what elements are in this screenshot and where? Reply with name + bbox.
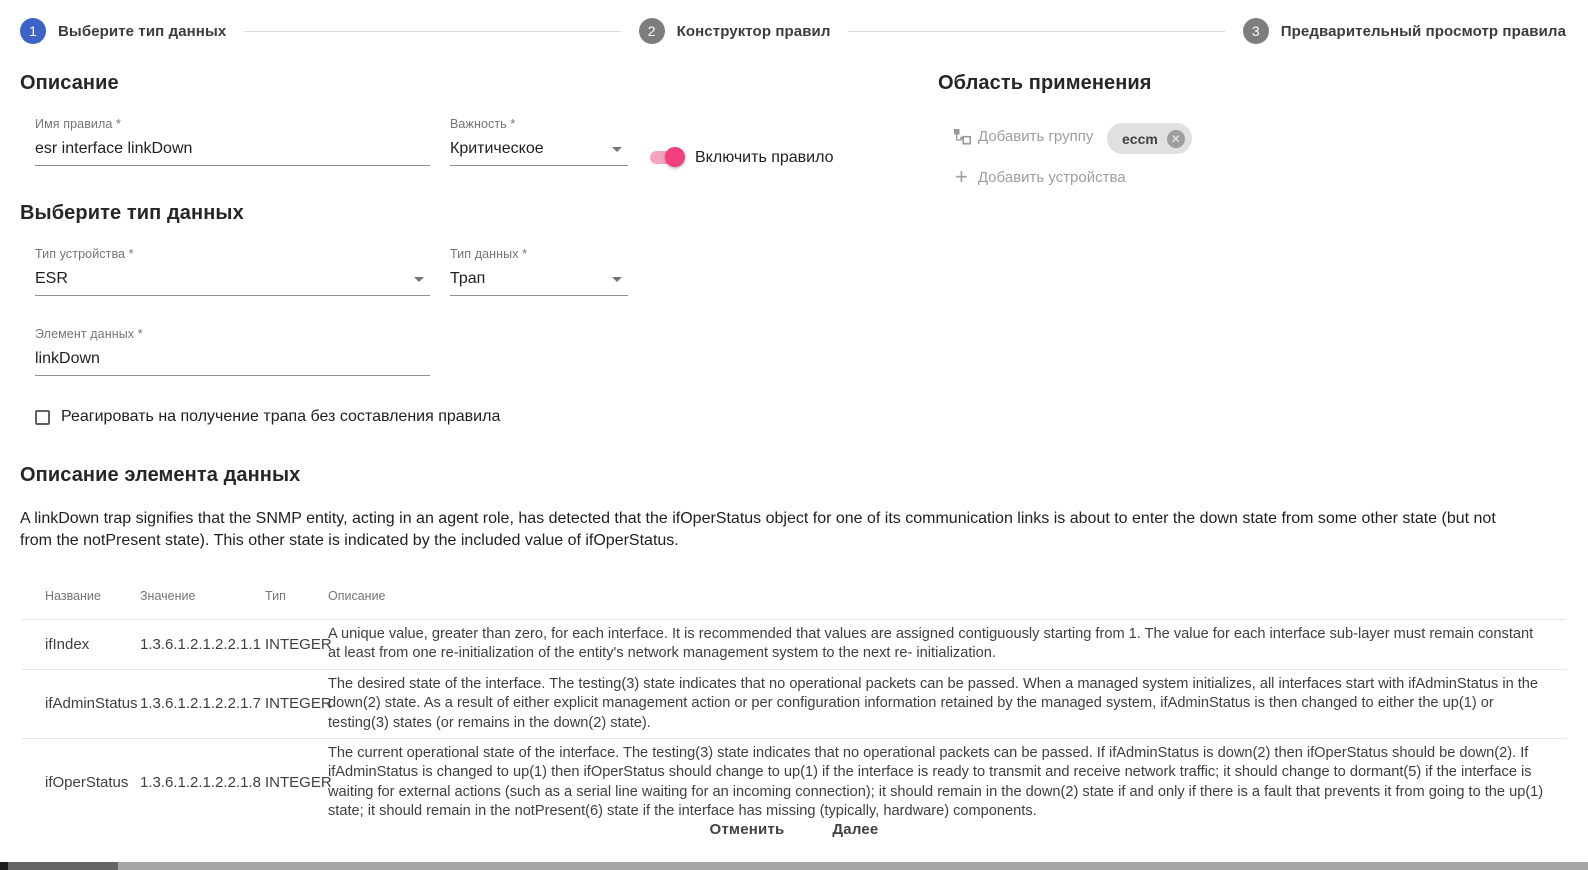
col-header-description: Описание	[328, 589, 386, 603]
step-2-label: Конструктор правил	[676, 22, 831, 40]
col-header-name: Название	[45, 589, 101, 603]
cell-type: INTEGER	[265, 695, 332, 713]
add-group-label: Добавить группу	[978, 127, 1094, 145]
col-header-value: Значение	[140, 589, 196, 603]
add-devices-button[interactable]	[955, 164, 1126, 189]
cell-type: INTEGER	[265, 774, 332, 792]
cell-value: 1.3.6.1.2.1.2.2.1.8	[140, 774, 261, 792]
data-element-input[interactable]	[35, 350, 430, 376]
scrollbar-thumb[interactable]	[0, 862, 118, 870]
cancel-button[interactable]: Отменить	[694, 812, 801, 847]
rule-name-field	[35, 117, 430, 166]
chevron-down-icon	[414, 277, 424, 282]
wizard-footer	[0, 812, 1588, 847]
rule-name-input[interactable]	[35, 140, 430, 166]
table-header-row	[22, 573, 1566, 620]
description-section-title: Описание	[20, 72, 119, 94]
chip-remove-icon[interactable]: ✕	[1167, 130, 1185, 148]
add-group-button[interactable]	[953, 127, 1093, 145]
data-type-label: Тип данных *	[450, 247, 528, 261]
plus-icon: +	[955, 164, 968, 189]
scope-section-title: Область применения	[938, 72, 1152, 94]
element-description-title: Описание элемента данных	[20, 464, 301, 486]
step-2-circle: 2	[639, 18, 665, 44]
cell-name: ifAdminStatus	[45, 695, 138, 713]
group-chip-eccm	[1107, 123, 1192, 154]
table-row	[22, 670, 1566, 739]
cell-value: 1.3.6.1.2.1.2.2.1.1	[140, 635, 261, 653]
step-3-label: Предварительный просмотр правила	[1280, 22, 1567, 40]
table-row	[22, 620, 1566, 670]
severity-value: Критическое	[450, 140, 544, 157]
step-1-label: Выберите тип данных	[58, 22, 227, 40]
severity-select[interactable]	[450, 140, 628, 166]
step-3-rule-preview[interactable]	[1243, 18, 1566, 44]
trap-checkbox-row	[35, 408, 500, 426]
add-devices-label: Добавить устройства	[977, 168, 1126, 186]
trap-checkbox-label: Реагировать на получение трапа без составления правила	[61, 408, 501, 425]
stepper-connector	[848, 31, 1224, 32]
trap-checkbox[interactable]	[35, 410, 50, 425]
step-1-select-data-type[interactable]	[20, 18, 226, 44]
data-type-field	[450, 247, 628, 296]
enable-rule-label: Включить правило	[695, 149, 834, 166]
device-type-select[interactable]	[35, 270, 430, 296]
data-type-value: Трап	[450, 270, 486, 287]
cell-name: ifIndex	[45, 635, 90, 653]
cell-description: The desired state of the interface. The testing(3) state indicates that no operational packets can be passed. When a managed system initializes, all interfaces start with ifAdminStatus in the down(2) state. As a result of either explicit management action or per configuration information retained by the managed system, ifAdminStatus is then changed to either the up(1) or testing(3) states (or remains in the down(2) state).	[328, 675, 1539, 731]
cell-type: INTEGER	[265, 635, 332, 653]
severity-field	[450, 117, 628, 166]
data-type-section-title: Выберите тип данных	[20, 202, 244, 224]
chevron-down-icon	[612, 277, 622, 282]
toggle-knob	[665, 147, 685, 167]
step-3-circle: 3	[1243, 18, 1269, 44]
col-header-type: Тип	[265, 589, 286, 603]
chevron-down-icon	[612, 147, 622, 152]
severity-label: Важность *	[450, 117, 516, 131]
step-1-circle: 1	[20, 18, 46, 44]
cell-description: A unique value, greater than zero, for each interface. It is recommended that values are assigned contiguously starting from 1. The value for each interface sub-layer must remain constant at least from one re-initialization of the entity's network management system to the next re- initialization.	[328, 626, 1534, 662]
cell-name: ifOperStatus	[45, 774, 129, 792]
group-icon	[953, 127, 972, 145]
device-type-value: ESR	[35, 270, 68, 287]
rule-name-label: Имя правила *	[35, 117, 121, 131]
device-type-label: Тип устройства *	[35, 247, 134, 261]
group-chip-label: eccm	[1122, 130, 1158, 147]
stepper-connector	[244, 31, 620, 32]
element-description-summary: A linkDown trap signifies that the SNMP entity, acting in an agent role, has detected that the ifOperStatus object for one of its communication links is about to enter the down state from some other state (but not from the notPresent state). This other state is indicated by the included value of ifOperStatus.	[20, 510, 1496, 549]
data-element-field	[35, 327, 430, 376]
wizard-stepper	[20, 18, 1566, 44]
cell-value: 1.3.6.1.2.1.2.2.1.7	[140, 695, 261, 713]
cell-description: The current operational state of the interface. The testing(3) state indicates that no operational packets can be passed. If ifAdminStatus is down(2) then ifOperStatus should be down(2). If ifAdminStatus is changed to up(1) then ifOperStatus should change to up(1) if the interface is ready to transmit and receive network traffic; it should change to dormant(5) if the interface is waiting for external actions (such as a serial line waiting for an incoming connection); it should remain in the down(2) state if and only if there is a fault that prevents it from going to the up(1) state; it should remain in the notPresent(6) state if the interface has missing (typically, hardware) components.	[328, 745, 1544, 820]
scrollbar-corner	[0, 862, 8, 870]
data-type-select[interactable]	[450, 270, 628, 296]
device-type-field	[35, 247, 430, 296]
data-element-label: Элемент данных *	[35, 327, 143, 341]
step-2-rule-constructor[interactable]	[639, 18, 831, 44]
next-button[interactable]: Далее	[816, 812, 894, 847]
horizontal-scrollbar[interactable]	[0, 862, 1588, 870]
oid-table	[22, 573, 1566, 827]
enable-rule-toggle[interactable]	[648, 147, 685, 167]
